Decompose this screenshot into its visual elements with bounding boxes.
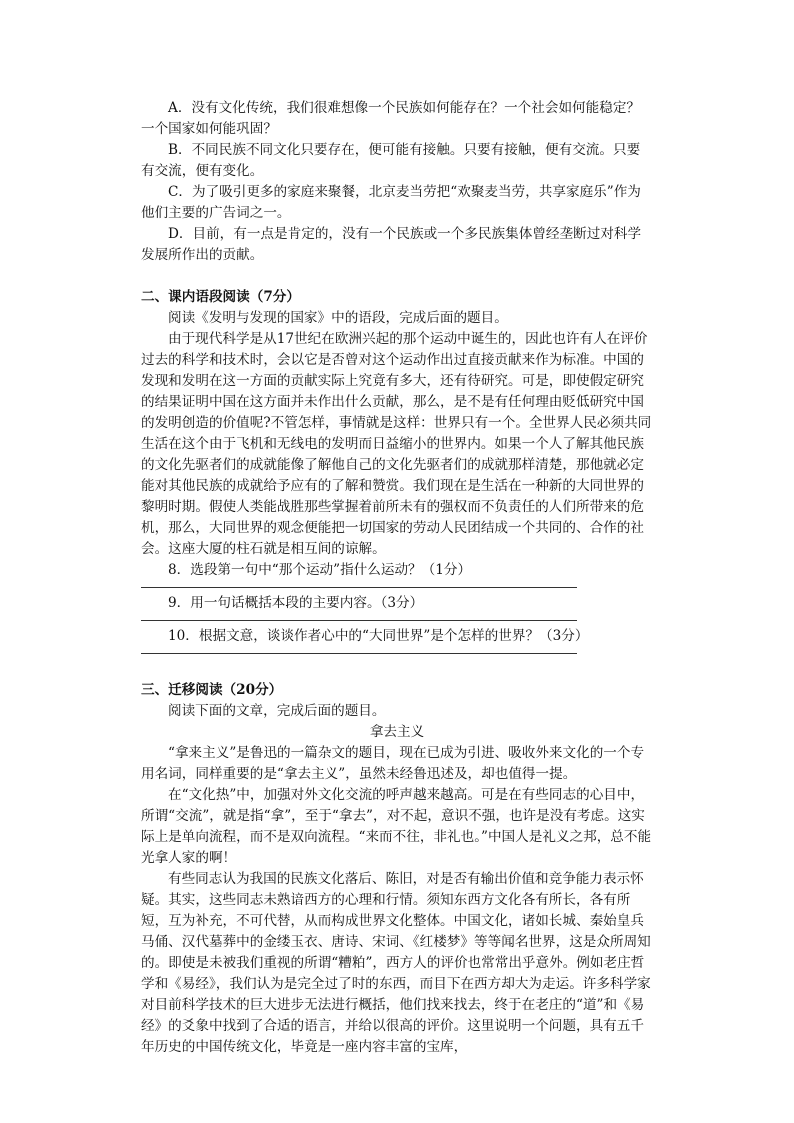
answer-line-10[interactable] xyxy=(141,653,577,654)
document-content xyxy=(141,98,653,1058)
article-paragraph-3: 有些同志认为我国的民族文化落后、陈旧，对是否有输出价值和竞争能力表示怀疑。其实，这些同志未熟谙西方的心理和行情。须知东西方文化各有所长，各有所短，互为补充，不可代替，从而构成世界文化整体。中国文化，诸如长城、秦始皇兵马俑、汉代墓葬中的金缕玉衣、唐诗、宋词、《红楼梦》等等闻名世界，这是众所周知的。即使是未被我们重视的所谓“糟粕”，西方人的评价也常常出乎意外。例如老庄哲学和《易经》，我们认为是完全过了时的东西，而目下在西方却大为走运。许多科学家对目前科学技术的巨大进步无法进行概括，他们找来找去，终于在老庄的“道”和《易经》的爻象中找到了合适的语言，并给以很高的评价。这里说明一个问题，具有五千年历史的中国传统文化，毕竟是一座内容丰富的宝库， xyxy=(141,871,651,1055)
article-paragraph-2: 在“文化热”中，加强对外文化交流的呼声越来越高。可是在有些同志的心目中，所谓“交流”，就是指“拿”，至于“拿去”，对不起，意识不强，也许是没有考虑。这实际上是单向流程，而不是双向流程。“来而不往，非礼也。”中国人是礼义之邦，总不能光拿人家的啊！ xyxy=(141,787,652,866)
question-10: 10．根据文意，谈谈作者心中的“大同世界”是个怎样的世界？（3分） xyxy=(168,628,589,644)
section2-heading: 二、课内语段阅读（7分） xyxy=(141,289,300,305)
question-8: 8．选段第一句中“那个运动”指什么运动？（1分） xyxy=(168,562,472,578)
option-d: D．目前，有一点是肯定的，没有一个民族或一个多民族集体曾经垄断过对科学发展所作出的贡献。 xyxy=(141,226,642,263)
question-9: 9．用一句话概括本段的主要内容。（3分） xyxy=(168,595,424,611)
option-c: C．为了吸引更多的家庭来聚餐，北京麦当劳把“欢聚麦当劳，共享家庭乐”作为他们主要的广告词之一。 xyxy=(141,184,641,221)
answer-line-9[interactable] xyxy=(141,620,577,621)
option-a: A．没有文化传统，我们很难想像一个民族如何能存在？一个社会如何能稳定？一个国家如何能巩固？ xyxy=(141,100,641,137)
article-title: 拿去主义 xyxy=(369,724,425,740)
section2-intro: 阅读《发明与发现的国家》中的语段，完成后面的题目。 xyxy=(168,310,508,326)
section3-heading: 三、迁移阅读（20分） xyxy=(141,682,283,698)
section2-passage: 由于现代科学是从17世纪在欧洲兴起的那个运动中诞生的，因此也许有人在评价过去的科学和技术时，会以它是否曾对这个运动作出过直接贡献来作为标准。中国的发现和发明在这一方面的贡献实际上究竟有多大，还有待研究。可是，即使假定研究的结果证明中国在这方面并未作出什么贡献，那么，是不是有任何理由贬低研究中国的发明创造的价值呢?不管怎样，事情就是这样：世界只有一个。全世界人民必须共同生活在这个由于飞机和无线电的发明而日益缩小的世界内。如果一个人了解其他民族的文化先驱者们的成就能像了解他自己的文化先驱者们的成就那样清楚，那他就必定能对其他民族的成就给予应有的了解和赞赏。我们现在是生活在一种新的大同世界的黎明时期。假使人类能战胜那些掌握着前所未有的强权而不负责任的人们所带来的危机，那么，大同世界的观念便能把一切国家的劳动人民团结成一个共同的、合作的社会。这座大厦的柱石就是相互间的谅解。 xyxy=(141,331,652,557)
article-paragraph-1: “拿来主义”是鲁迅的一篇杂文的题目，现在已成为引进、吸收外来文化的一个专用名词，同样重要的是“拿去主义”，虽然未经鲁迅述及，却也值得一提。 xyxy=(141,745,645,782)
option-b: B．不同民族不同文化只要存在，便可能有接触。只要有接触，便有交流。只要有交流，便有变化。 xyxy=(141,142,641,179)
section3-intro: 阅读下面的文章，完成后面的题目。 xyxy=(168,703,386,719)
spacer xyxy=(141,659,653,680)
spacer xyxy=(141,266,653,287)
answer-line-8[interactable] xyxy=(141,587,577,588)
